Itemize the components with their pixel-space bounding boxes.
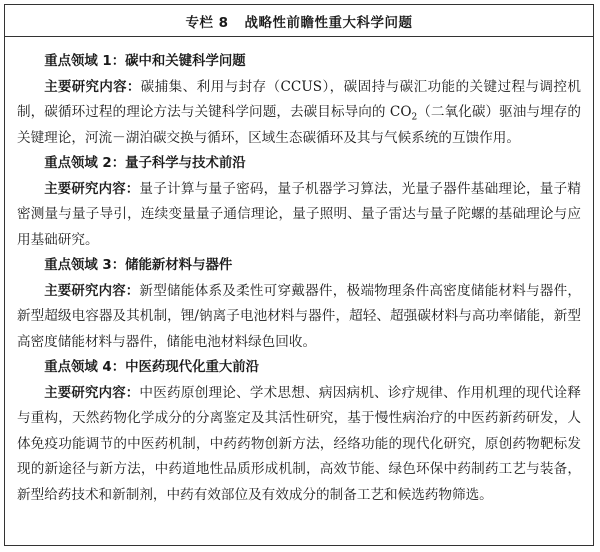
area-title: 储能新材料与器件 (125, 258, 233, 273)
area-label: 重点领域 4： (44, 360, 126, 375)
area-content-1 (17, 75, 581, 152)
content-label: 主要研究内容： (44, 283, 140, 299)
box-body (5, 37, 593, 508)
area-content-4 (17, 381, 581, 509)
content-text: 量子计算与量子密码，量子机器学习算法，光量子器件基础理论，量子精密测量与量子导引，连续变量量子通信理论，量子照明、量子雷达与量子陀螺的基础理论与应用基础研究。 (17, 180, 582, 248)
area-label: 重点领域 2： (44, 156, 126, 171)
area-label: 重点领域 1： (44, 54, 126, 69)
subscript: 2 (411, 112, 418, 123)
content-text: 碳捕集、利用与封存（CCUS），碳固持与碳汇功能的关键过程与调控机制，碳循环过程的理论方法与关键科学问题，去碳目标导向的 CO (17, 78, 582, 120)
box-number: 专栏 8 (185, 14, 229, 31)
area-heading-2 (17, 151, 581, 177)
area-title: 量子科学与技术前沿 (125, 156, 246, 171)
area-heading-1 (17, 49, 581, 75)
content-label: 主要研究内容： (44, 79, 141, 95)
content-text: （二氧化碳）驱油与埋存的关键理论，河流－湖泊碳交换与循环，区域生态碳循环及其与气候系统的互馈作用。 (17, 104, 581, 146)
area-heading-3 (17, 253, 581, 279)
box-title: 战略性前瞻性重大科学问题 (244, 14, 413, 31)
content-text: 中医药原创理论、学术思想、病因病机、诊疗规律、作用机理的现代诠释与重构，天然药物化学成分的分离鉴定及其活性研究，基于慢性病治疗的中医药新药研发，人体免疫功能调节的中医药机制，中药药物创新方法，经络功能的现代化研究，原创药物靶标发现的新途径与新方法，中药道地性品质形成机制，高效节能、绿色环保中药制药工艺与装备，新型给药技术和新制剂，中药有效部位及有效成分的制备工艺和候选药物筛选。 (17, 384, 582, 503)
area-content-3 (17, 279, 581, 356)
content-text: 新型储能体系及柔性可穿戴器件，极端物理条件高密度储能材料与器件，新型超级电容器及其机制，锂/钠离子电池材料与器件，超轻、超强碳材料与高功率储能，新型高密度储能材料与器件，储能电池材料绿色回收。 (17, 282, 582, 350)
box-header (5, 5, 593, 37)
area-heading-4 (17, 355, 581, 381)
area-title: 碳中和关键科学问题 (125, 54, 246, 69)
area-content-2 (17, 177, 581, 254)
area-title: 中医药现代化重大前沿 (125, 360, 260, 375)
column-box (4, 4, 594, 546)
content-label: 主要研究内容： (44, 385, 140, 401)
content-label: 主要研究内容： (44, 181, 140, 197)
area-label: 重点领域 3： (44, 258, 126, 273)
